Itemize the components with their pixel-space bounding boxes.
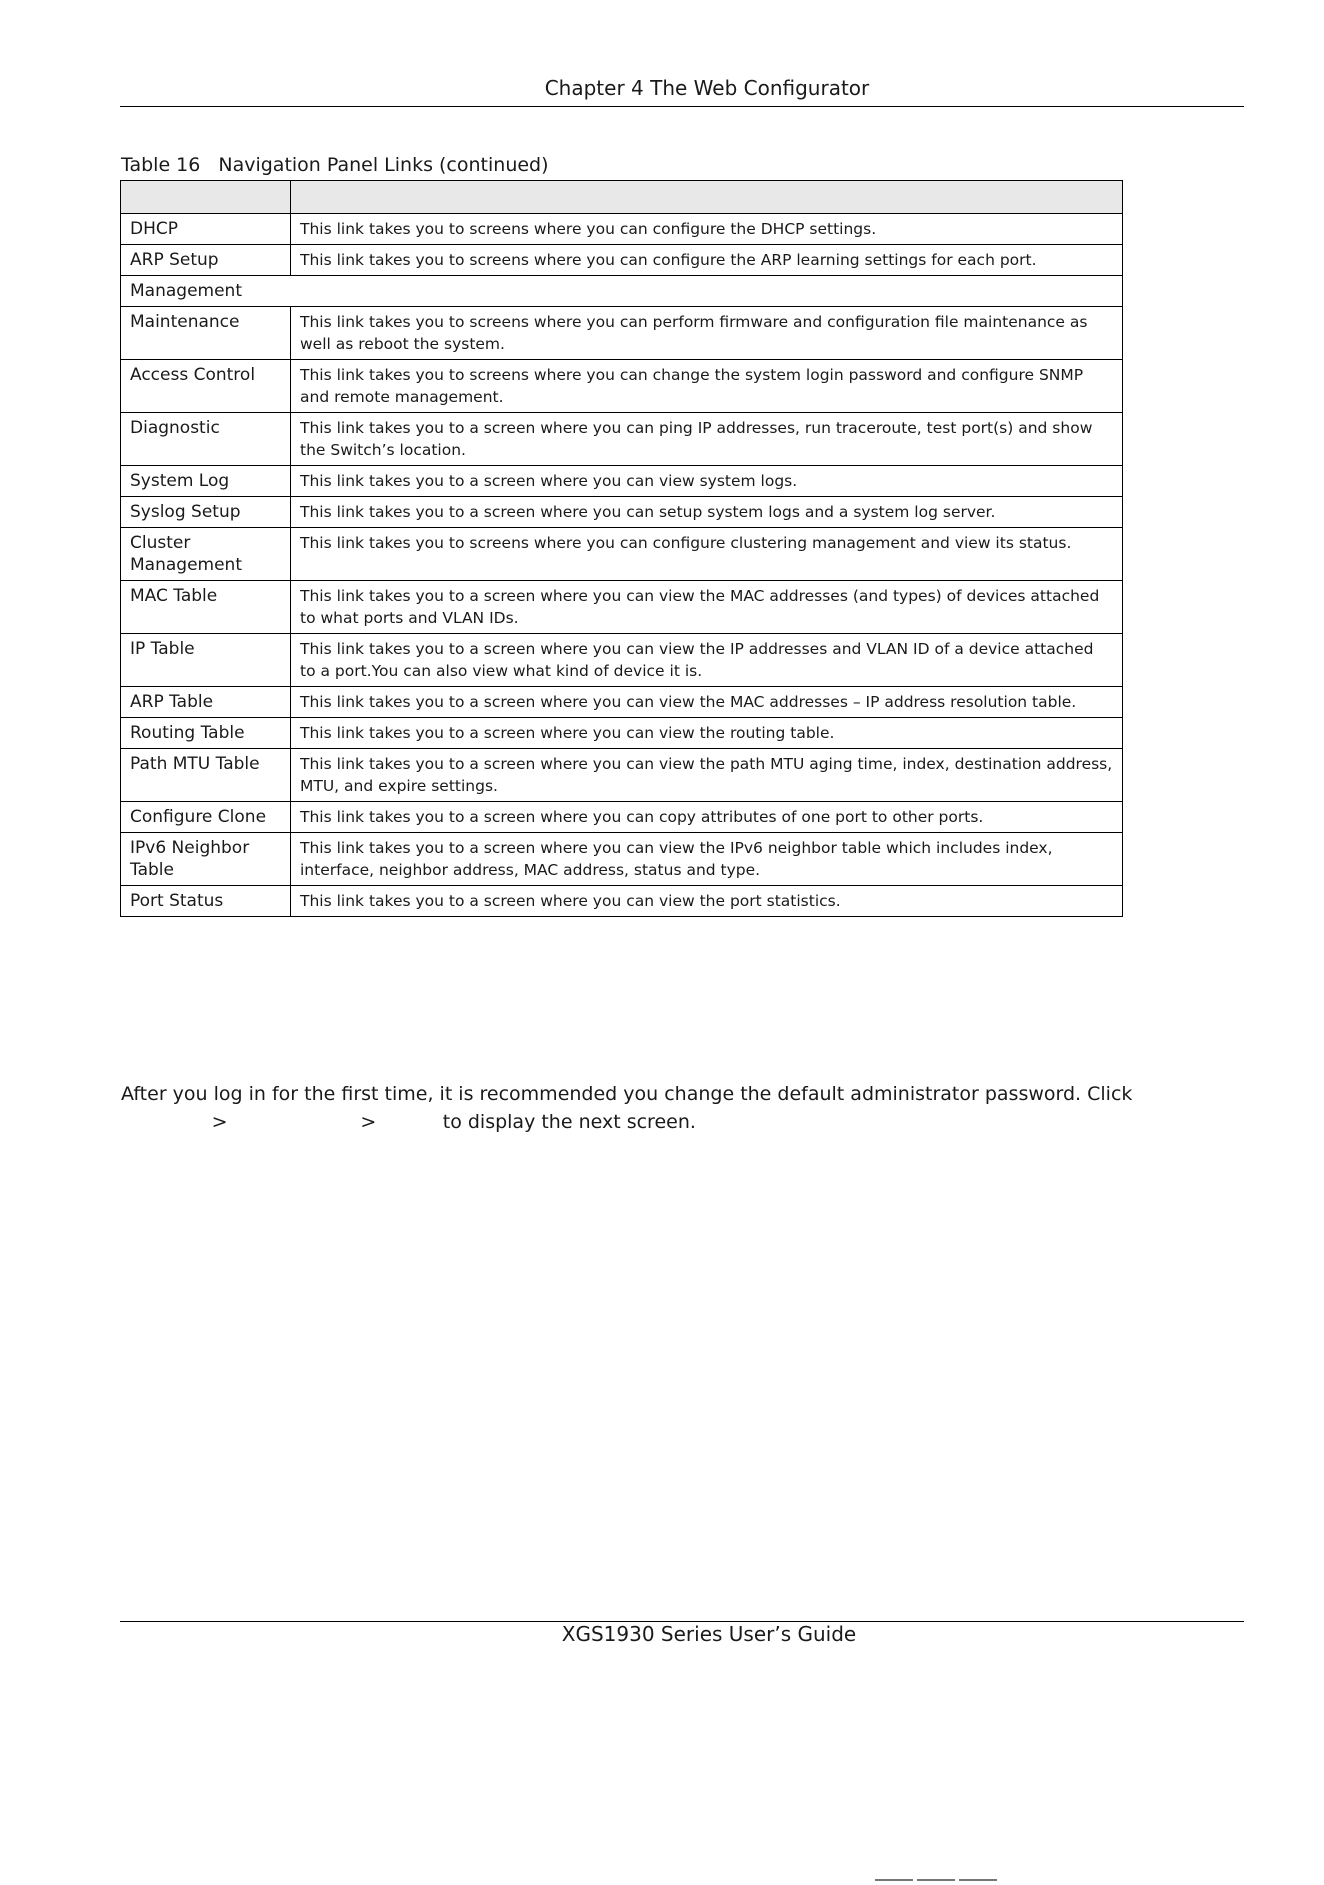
link-description-cell: This link takes you to screens where you can change the system login password and configure SNMP and remote management. — [291, 360, 1123, 413]
header-cell-label — [121, 181, 291, 214]
link-name-cell: System Log — [121, 466, 291, 497]
link-name-cell: Syslog Setup — [121, 497, 291, 528]
table-row — [121, 886, 1123, 917]
table-caption-title: Navigation Panel Links (continued) — [218, 154, 549, 176]
table-row — [121, 214, 1123, 245]
page-edge-marks — [875, 1866, 1001, 1885]
link-name-cell: Port Status — [121, 886, 291, 917]
table-row — [121, 245, 1123, 276]
table-caption — [121, 154, 549, 176]
table-section-row — [121, 276, 1123, 307]
link-name-cell: Routing Table — [121, 718, 291, 749]
table-row — [121, 687, 1123, 718]
table-row — [121, 802, 1123, 833]
table-row — [121, 833, 1123, 886]
table-row — [121, 466, 1123, 497]
table-row — [121, 718, 1123, 749]
navigation-links-table — [120, 180, 1123, 917]
link-description-cell: This link takes you to a screen where you can ping IP addresses, run traceroute, test port(s) and show the Switch’s location. — [291, 413, 1123, 466]
link-name-cell: ARP Table — [121, 687, 291, 718]
table-row — [121, 497, 1123, 528]
link-name-cell: Maintenance — [121, 307, 291, 360]
link-name-cell: ARP Setup — [121, 245, 291, 276]
link-description-cell: This link takes you to a screen where you can copy attributes of one port to other ports. — [291, 802, 1123, 833]
link-description-cell: This link takes you to a screen where you can view the MAC addresses – IP address resolution table. — [291, 687, 1123, 718]
header-rule — [120, 106, 1244, 107]
link-description-cell: This link takes you to a screen where you can view system logs. — [291, 466, 1123, 497]
link-description-cell: This link takes you to a screen where you can view the routing table. — [291, 718, 1123, 749]
table-header-row — [121, 181, 1123, 214]
link-description-cell: This link takes you to screens where you can configure the ARP learning settings for each port. — [291, 245, 1123, 276]
link-description-cell: This link takes you to screens where you can configure clustering management and view its status. — [291, 528, 1123, 581]
chapter-header: Chapter 4 The Web Configurator — [544, 76, 870, 100]
table-row — [121, 360, 1123, 413]
table-row — [121, 413, 1123, 466]
body-line-2: > > to display the next screen. — [121, 1111, 696, 1133]
table-row — [121, 307, 1123, 360]
link-name-cell: MAC Table — [121, 581, 291, 634]
link-name-cell: IP Table — [121, 634, 291, 687]
body-line-1: After you log in for the first time, it is recommended you change the default administrator password. Click — [121, 1083, 1133, 1105]
link-description-cell: This link takes you to a screen where you can view the IPv6 neighbor table which includes index, interface, neighbor address, MAC address, status and type. — [291, 833, 1123, 886]
table-caption-number: Table 16 — [121, 154, 201, 176]
link-description-cell: This link takes you to a screen where you can view the path MTU aging time, index, destination address, MTU, and expire settings. — [291, 749, 1123, 802]
link-name-cell: Configure Clone — [121, 802, 291, 833]
body-paragraph — [121, 1080, 1141, 1136]
table-row — [121, 634, 1123, 687]
link-name-cell: Diagnostic — [121, 413, 291, 466]
link-name-cell: Access Control — [121, 360, 291, 413]
link-name-cell: DHCP — [121, 214, 291, 245]
table-row — [121, 528, 1123, 581]
link-description-cell: This link takes you to a screen where you can view the port statistics. — [291, 886, 1123, 917]
table-row — [121, 749, 1123, 802]
header-cell-description — [291, 181, 1123, 214]
link-description-cell: This link takes you to screens where you can configure the DHCP settings. — [291, 214, 1123, 245]
table-row — [121, 581, 1123, 634]
link-name-cell: IPv6 Neighbor Table — [121, 833, 291, 886]
link-name-cell: Path MTU Table — [121, 749, 291, 802]
link-name-cell: Cluster Management — [121, 528, 291, 581]
link-description-cell: This link takes you to screens where you can perform firmware and configuration file maintenance as well as reboot the system. — [291, 307, 1123, 360]
link-description-cell: This link takes you to a screen where you can view the MAC addresses (and types) of devices attached to what ports and VLAN IDs. — [291, 581, 1123, 634]
footer-guide-title: XGS1930 Series User’s Guide — [561, 1622, 857, 1646]
section-label: Management — [121, 276, 1123, 307]
link-description-cell: This link takes you to a screen where you can setup system logs and a system log server. — [291, 497, 1123, 528]
link-description-cell: This link takes you to a screen where you can view the IP addresses and VLAN ID of a device attached to a port.You can also view what kind of device it is. — [291, 634, 1123, 687]
